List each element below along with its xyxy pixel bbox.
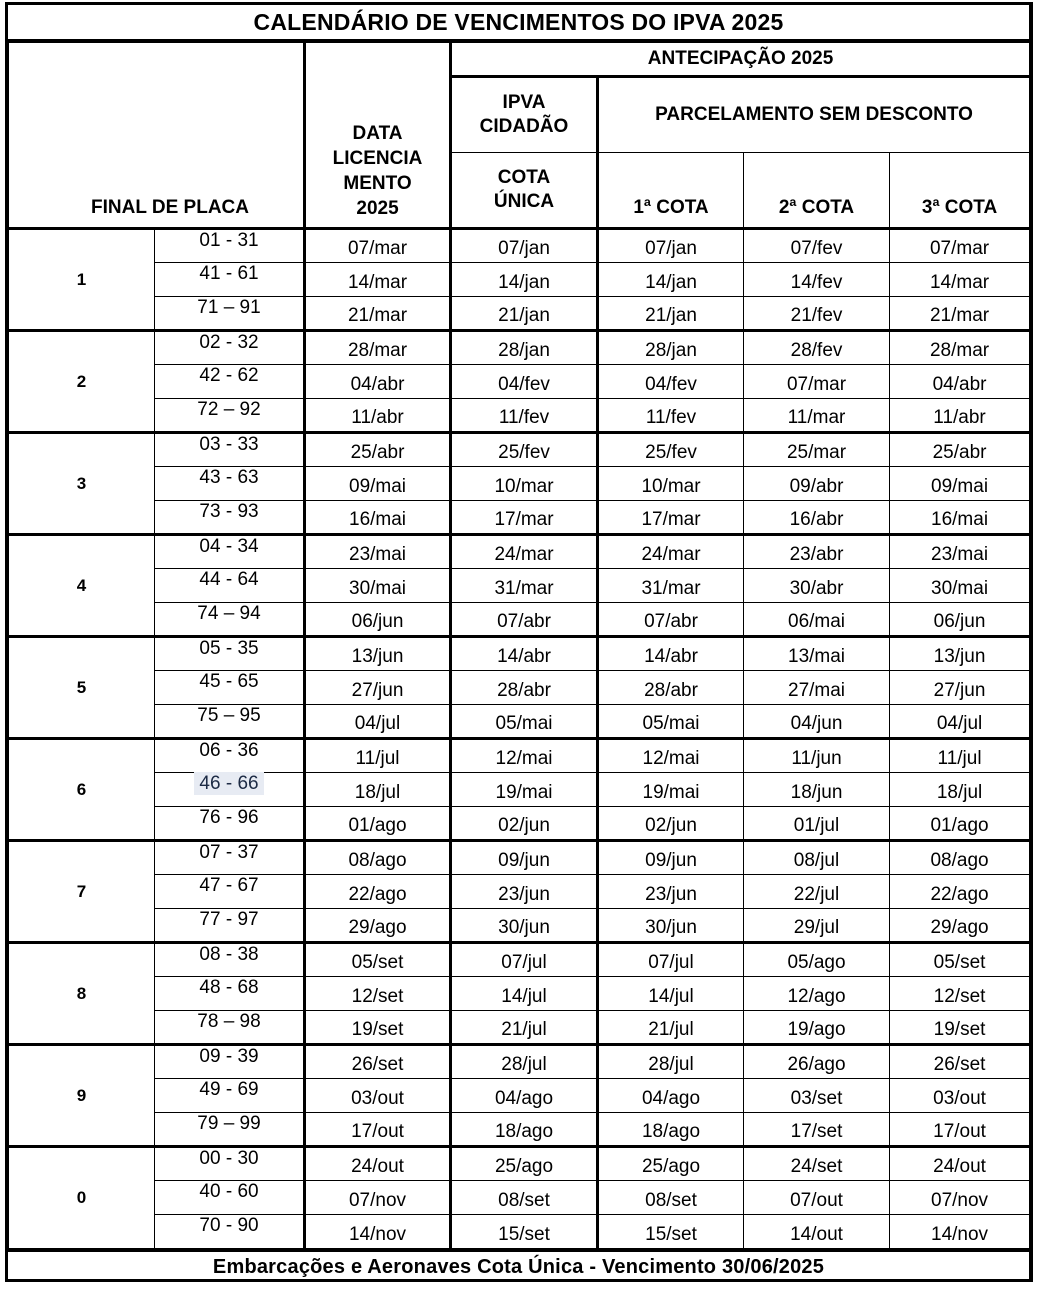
plate-range-cell: 49 - 69 bbox=[155, 1079, 305, 1113]
table-row bbox=[9, 807, 1030, 841]
licenciamento-date-cell: 14/nov bbox=[305, 1215, 451, 1249]
cota-3-date-cell: 08/ago bbox=[890, 841, 1030, 875]
table-row bbox=[9, 773, 1030, 807]
table-row bbox=[9, 399, 1030, 433]
cota-2-date-cell: 14/fev bbox=[744, 263, 890, 297]
licenciamento-date-cell: 07/nov bbox=[305, 1181, 451, 1215]
final-de-placa-digit: 8 bbox=[9, 943, 155, 1045]
licenciamento-date-cell: 04/jul bbox=[305, 705, 451, 739]
licenciamento-date-cell: 07/mar bbox=[305, 229, 451, 263]
cota-2-date-cell: 08/jul bbox=[744, 841, 890, 875]
table-row bbox=[9, 705, 1030, 739]
cota-3-date-cell: 14/nov bbox=[890, 1215, 1030, 1249]
cota-1-date-cell: 05/mai bbox=[598, 705, 744, 739]
cota-2-date-cell: 25/mar bbox=[744, 433, 890, 467]
cota-unica-date-cell: 19/mai bbox=[451, 773, 598, 807]
cota-1-date-cell: 24/mar bbox=[598, 535, 744, 569]
cota-unica-date-cell: 18/ago bbox=[451, 1113, 598, 1147]
cota-unica-date-cell: 04/fev bbox=[451, 365, 598, 399]
cota-1-date-cell: 17/mar bbox=[598, 501, 744, 535]
cota-2-date-cell: 29/jul bbox=[744, 909, 890, 943]
cota-1-date-cell: 15/set bbox=[598, 1215, 744, 1249]
cota-2-date-cell: 18/jun bbox=[744, 773, 890, 807]
table-row bbox=[9, 637, 1030, 671]
cota-2-date-cell: 14/out bbox=[744, 1215, 890, 1249]
licenciamento-date-cell: 11/jul bbox=[305, 739, 451, 773]
cota-1-date-cell: 07/jul bbox=[598, 943, 744, 977]
cota-3-date-cell: 21/mar bbox=[890, 297, 1030, 331]
cota-3-date-cell: 17/out bbox=[890, 1113, 1030, 1147]
cota-unica-date-cell: 07/jan bbox=[451, 229, 598, 263]
final-de-placa-digit: 4 bbox=[9, 535, 155, 637]
table-row bbox=[9, 331, 1030, 365]
cota-unica-date-cell: 28/jan bbox=[451, 331, 598, 365]
cota-2-date-cell: 16/abr bbox=[744, 501, 890, 535]
table-row bbox=[9, 433, 1030, 467]
licenciamento-date-cell: 09/mai bbox=[305, 467, 451, 501]
cota-2-date-cell: 06/mai bbox=[744, 603, 890, 637]
table-row bbox=[9, 297, 1030, 331]
cota-2-date-cell: 13/mai bbox=[744, 637, 890, 671]
cota-3-date-cell: 16/mai bbox=[890, 501, 1030, 535]
table-row bbox=[9, 909, 1030, 943]
cota-1-date-cell: 14/abr bbox=[598, 637, 744, 671]
licenciamento-date-cell: 13/jun bbox=[305, 637, 451, 671]
table-row bbox=[9, 365, 1030, 399]
licenciamento-date-cell: 29/ago bbox=[305, 909, 451, 943]
licenciamento-date-cell: 14/mar bbox=[305, 263, 451, 297]
ipva-cidadao-header bbox=[451, 77, 598, 153]
table-row bbox=[9, 263, 1030, 297]
cota-1-date-cell: 10/mar bbox=[598, 467, 744, 501]
cota-1-date-cell: 21/jul bbox=[598, 1011, 744, 1045]
cota-unica-date-cell: 17/mar bbox=[451, 501, 598, 535]
cota-1-date-cell: 18/ago bbox=[598, 1113, 744, 1147]
table-row bbox=[9, 977, 1030, 1011]
cota-2-date-cell: 11/jun bbox=[744, 739, 890, 773]
cota-1-date-cell: 28/abr bbox=[598, 671, 744, 705]
table-row bbox=[9, 1147, 1030, 1181]
cota-2-date-cell: 22/jul bbox=[744, 875, 890, 909]
plate-range-cell: 74 – 94 bbox=[155, 603, 305, 637]
cota-2-date-cell: 04/jun bbox=[744, 705, 890, 739]
cota-3-date-cell: 26/set bbox=[890, 1045, 1030, 1079]
licenciamento-date-cell: 21/mar bbox=[305, 297, 451, 331]
cota-unica-date-cell: 24/mar bbox=[451, 535, 598, 569]
cota-1-date-cell: 09/jun bbox=[598, 841, 744, 875]
cota-2-date-cell: 05/ago bbox=[744, 943, 890, 977]
table-row bbox=[9, 1011, 1030, 1045]
cota-unica-date-cell: 25/ago bbox=[451, 1147, 598, 1181]
plate-range-cell: 44 - 64 bbox=[155, 569, 305, 603]
licenciamento-date-cell: 30/mai bbox=[305, 569, 451, 603]
table-row bbox=[9, 1079, 1030, 1113]
table-row bbox=[9, 1045, 1030, 1079]
cota-unica-date-cell: 28/abr bbox=[451, 671, 598, 705]
cota-2-date-cell: 09/abr bbox=[744, 467, 890, 501]
cota-3-date-cell: 19/set bbox=[890, 1011, 1030, 1045]
cota-unica-date-cell: 14/jul bbox=[451, 977, 598, 1011]
cota-3-date-cell: 11/jul bbox=[890, 739, 1030, 773]
cota-2-date-cell: 07/mar bbox=[744, 365, 890, 399]
plate-range-cell: 73 - 93 bbox=[155, 501, 305, 535]
cota-3-date-cell: 23/mai bbox=[890, 535, 1030, 569]
plate-range-cell: 43 - 63 bbox=[155, 467, 305, 501]
table-row bbox=[9, 671, 1030, 705]
cota-3-date-cell: 09/mai bbox=[890, 467, 1030, 501]
cota-2-date-cell: 07/fev bbox=[744, 229, 890, 263]
licenciamento-date-cell: 25/abr bbox=[305, 433, 451, 467]
cota-1-date-cell: 04/ago bbox=[598, 1079, 744, 1113]
cota-unica-date-cell: 08/set bbox=[451, 1181, 598, 1215]
table-row bbox=[9, 569, 1030, 603]
cota-3-date-cell: 24/out bbox=[890, 1147, 1030, 1181]
cota-1-header: 1ª COTA bbox=[598, 153, 744, 229]
parcelamento-header: PARCELAMENTO SEM DESCONTO bbox=[598, 77, 1030, 153]
licenciamento-date-cell: 08/ago bbox=[305, 841, 451, 875]
table-row bbox=[9, 875, 1030, 909]
cota-1-date-cell: 14/jul bbox=[598, 977, 744, 1011]
cota-unica-date-cell: 25/fev bbox=[451, 433, 598, 467]
data-licenciamento-line-2: LICENCIA bbox=[332, 148, 423, 169]
cota-2-date-cell: 24/set bbox=[744, 1147, 890, 1181]
licenciamento-date-cell: 17/out bbox=[305, 1113, 451, 1147]
plate-range-cell: 02 - 32 bbox=[155, 331, 305, 365]
cota-2-date-cell: 21/fev bbox=[744, 297, 890, 331]
cota-unica-header bbox=[451, 153, 598, 229]
cota-1-date-cell: 02/jun bbox=[598, 807, 744, 841]
licenciamento-date-cell: 12/set bbox=[305, 977, 451, 1011]
data-licenciamento-line-1: DATA bbox=[352, 123, 403, 144]
plate-range-cell: 77 - 97 bbox=[155, 909, 305, 943]
plate-range-cell: 40 - 60 bbox=[155, 1181, 305, 1215]
final-de-placa-digit: 6 bbox=[9, 739, 155, 841]
plate-range-cell bbox=[155, 773, 305, 807]
cota-1-date-cell: 28/jan bbox=[598, 331, 744, 365]
plate-range-cell: 70 - 90 bbox=[155, 1215, 305, 1249]
cota-3-date-cell: 25/abr bbox=[890, 433, 1030, 467]
cota-1-date-cell: 19/mai bbox=[598, 773, 744, 807]
cota-unica-date-cell: 07/abr bbox=[451, 603, 598, 637]
cota-2-date-cell: 12/ago bbox=[744, 977, 890, 1011]
cota-3-date-cell: 28/mar bbox=[890, 331, 1030, 365]
cota-3-date-cell: 13/jun bbox=[890, 637, 1030, 671]
data-licenciamento-header bbox=[305, 43, 451, 229]
cota-3-date-cell: 04/abr bbox=[890, 365, 1030, 399]
cota-3-date-cell: 03/out bbox=[890, 1079, 1030, 1113]
licenciamento-date-cell: 01/ago bbox=[305, 807, 451, 841]
cota-3-date-cell: 04/jul bbox=[890, 705, 1030, 739]
licenciamento-date-cell: 06/jun bbox=[305, 603, 451, 637]
cota-1-date-cell: 14/jan bbox=[598, 263, 744, 297]
licenciamento-date-cell: 11/abr bbox=[305, 399, 451, 433]
plate-range-cell: 07 - 37 bbox=[155, 841, 305, 875]
cota-1-date-cell: 28/jul bbox=[598, 1045, 744, 1079]
calendar-table bbox=[8, 42, 1030, 1249]
cota-unica-date-cell: 09/jun bbox=[451, 841, 598, 875]
plate-range-cell: 47 - 67 bbox=[155, 875, 305, 909]
cota-2-date-cell: 30/abr bbox=[744, 569, 890, 603]
cota-unica-date-cell: 05/mai bbox=[451, 705, 598, 739]
plate-range-cell: 79 – 99 bbox=[155, 1113, 305, 1147]
cota-unica-date-cell: 07/jul bbox=[451, 943, 598, 977]
licenciamento-date-cell: 19/set bbox=[305, 1011, 451, 1045]
cota-2-date-cell: 27/mai bbox=[744, 671, 890, 705]
cota-2-date-cell: 07/out bbox=[744, 1181, 890, 1215]
final-de-placa-digit: 2 bbox=[9, 331, 155, 433]
footer-note: Embarcações e Aeronaves Cota Única - Vencimento 30/06/2025 bbox=[8, 1249, 1029, 1283]
plate-range-cell: 71 – 91 bbox=[155, 297, 305, 331]
plate-range-cell: 05 - 35 bbox=[155, 637, 305, 671]
cota-unica-date-cell: 31/mar bbox=[451, 569, 598, 603]
highlighted-plate-range: 46 - 66 bbox=[194, 772, 263, 795]
table-row bbox=[9, 739, 1030, 773]
cota-3-date-cell: 22/ago bbox=[890, 875, 1030, 909]
cota-1-date-cell: 12/mai bbox=[598, 739, 744, 773]
cota-3-date-cell: 07/nov bbox=[890, 1181, 1030, 1215]
cota-unica-date-cell: 11/fev bbox=[451, 399, 598, 433]
header-row-1 bbox=[9, 43, 1030, 77]
cota-3-date-cell: 06/jun bbox=[890, 603, 1030, 637]
cota-2-date-cell: 11/mar bbox=[744, 399, 890, 433]
plate-range-cell: 45 - 65 bbox=[155, 671, 305, 705]
data-licenciamento-line-4: 2025 bbox=[356, 198, 399, 219]
licenciamento-date-cell: 03/out bbox=[305, 1079, 451, 1113]
calendar-title: CALENDÁRIO DE VENCIMENTOS DO IPVA 2025 bbox=[8, 5, 1029, 42]
cota-1-date-cell: 25/ago bbox=[598, 1147, 744, 1181]
cota-unica-date-cell: 12/mai bbox=[451, 739, 598, 773]
licenciamento-date-cell: 24/out bbox=[305, 1147, 451, 1181]
table-row bbox=[9, 1215, 1030, 1249]
final-de-placa-digit: 5 bbox=[9, 637, 155, 739]
cota-3-header: 3ª COTA bbox=[890, 153, 1030, 229]
licenciamento-date-cell: 18/jul bbox=[305, 773, 451, 807]
table-row bbox=[9, 501, 1030, 535]
table-row bbox=[9, 841, 1030, 875]
cota-unica-date-cell: 21/jan bbox=[451, 297, 598, 331]
licenciamento-date-cell: 26/set bbox=[305, 1045, 451, 1079]
ipva-calendar-sheet bbox=[5, 2, 1033, 1282]
cota-1-date-cell: 08/set bbox=[598, 1181, 744, 1215]
cota-2-date-cell: 17/set bbox=[744, 1113, 890, 1147]
plate-range-cell: 03 - 33 bbox=[155, 433, 305, 467]
licenciamento-date-cell: 22/ago bbox=[305, 875, 451, 909]
final-de-placa-digit: 9 bbox=[9, 1045, 155, 1147]
cota-2-date-cell: 26/ago bbox=[744, 1045, 890, 1079]
table-row bbox=[9, 467, 1030, 501]
cota-unica-date-cell: 28/jul bbox=[451, 1045, 598, 1079]
licenciamento-date-cell: 28/mar bbox=[305, 331, 451, 365]
plate-range-cell: 00 - 30 bbox=[155, 1147, 305, 1181]
cota-3-date-cell: 01/ago bbox=[890, 807, 1030, 841]
cota-3-date-cell: 30/mai bbox=[890, 569, 1030, 603]
plate-range-cell: 72 – 92 bbox=[155, 399, 305, 433]
cota-3-date-cell: 18/jul bbox=[890, 773, 1030, 807]
cota-2-date-cell: 03/set bbox=[744, 1079, 890, 1113]
final-de-placa-header: FINAL DE PLACA bbox=[9, 43, 305, 229]
cota-2-date-cell: 01/jul bbox=[744, 807, 890, 841]
table-row bbox=[9, 603, 1030, 637]
cota-unica-date-cell: 14/jan bbox=[451, 263, 598, 297]
table-row bbox=[9, 1181, 1030, 1215]
cota-1-date-cell: 04/fev bbox=[598, 365, 744, 399]
cota-1-date-cell: 23/jun bbox=[598, 875, 744, 909]
data-licenciamento-line-3: MENTO bbox=[343, 173, 412, 194]
cota-unica-date-cell: 21/jul bbox=[451, 1011, 598, 1045]
antecipacao-header: ANTECIPAÇÃO 2025 bbox=[451, 43, 1030, 77]
plate-range-cell: 06 - 36 bbox=[155, 739, 305, 773]
cota-1-date-cell: 11/fev bbox=[598, 399, 744, 433]
table-row bbox=[9, 943, 1030, 977]
cota-2-header: 2ª COTA bbox=[744, 153, 890, 229]
ipva-cidadao-line-2: CIDADÃO bbox=[479, 116, 569, 137]
plate-range-cell: 42 - 62 bbox=[155, 365, 305, 399]
table-row bbox=[9, 1113, 1030, 1147]
final-de-placa-digit: 7 bbox=[9, 841, 155, 943]
licenciamento-date-cell: 16/mai bbox=[305, 501, 451, 535]
cota-unica-date-cell: 15/set bbox=[451, 1215, 598, 1249]
cota-2-date-cell: 23/abr bbox=[744, 535, 890, 569]
cota-1-date-cell: 07/abr bbox=[598, 603, 744, 637]
cota-unica-date-cell: 14/abr bbox=[451, 637, 598, 671]
cota-3-date-cell: 07/mar bbox=[890, 229, 1030, 263]
licenciamento-date-cell: 04/abr bbox=[305, 365, 451, 399]
cota-unica-date-cell: 30/jun bbox=[451, 909, 598, 943]
cota-unica-line-1: COTA bbox=[497, 167, 551, 188]
plate-range-cell: 04 - 34 bbox=[155, 535, 305, 569]
plate-range-cell: 09 - 39 bbox=[155, 1045, 305, 1079]
table-row bbox=[9, 535, 1030, 569]
cota-1-date-cell: 25/fev bbox=[598, 433, 744, 467]
plate-range-cell: 41 - 61 bbox=[155, 263, 305, 297]
cota-2-date-cell: 19/ago bbox=[744, 1011, 890, 1045]
cota-3-date-cell: 14/mar bbox=[890, 263, 1030, 297]
cota-unica-date-cell: 04/ago bbox=[451, 1079, 598, 1113]
plate-range-cell: 08 - 38 bbox=[155, 943, 305, 977]
plate-range-cell: 76 - 96 bbox=[155, 807, 305, 841]
cota-3-date-cell: 05/set bbox=[890, 943, 1030, 977]
table-row bbox=[9, 229, 1030, 263]
plate-range-cell: 48 - 68 bbox=[155, 977, 305, 1011]
final-de-placa-digit: 0 bbox=[9, 1147, 155, 1249]
plate-range-cell: 01 - 31 bbox=[155, 229, 305, 263]
cota-3-date-cell: 29/ago bbox=[890, 909, 1030, 943]
cota-3-date-cell: 12/set bbox=[890, 977, 1030, 1011]
final-de-placa-digit: 3 bbox=[9, 433, 155, 535]
cota-unica-date-cell: 23/jun bbox=[451, 875, 598, 909]
cota-unica-date-cell: 02/jun bbox=[451, 807, 598, 841]
cota-2-date-cell: 28/fev bbox=[744, 331, 890, 365]
cota-1-date-cell: 21/jan bbox=[598, 297, 744, 331]
cota-1-date-cell: 30/jun bbox=[598, 909, 744, 943]
cota-unica-line-2: ÚNICA bbox=[493, 191, 555, 212]
plate-range-cell: 78 – 98 bbox=[155, 1011, 305, 1045]
cota-unica-date-cell: 10/mar bbox=[451, 467, 598, 501]
licenciamento-date-cell: 23/mai bbox=[305, 535, 451, 569]
final-de-placa-digit: 1 bbox=[9, 229, 155, 331]
cota-1-date-cell: 31/mar bbox=[598, 569, 744, 603]
cota-3-date-cell: 11/abr bbox=[890, 399, 1030, 433]
ipva-cidadao-line-1: IPVA bbox=[502, 92, 546, 113]
licenciamento-date-cell: 05/set bbox=[305, 943, 451, 977]
licenciamento-date-cell: 27/jun bbox=[305, 671, 451, 705]
plate-range-cell: 75 – 95 bbox=[155, 705, 305, 739]
cota-1-date-cell: 07/jan bbox=[598, 229, 744, 263]
cota-3-date-cell: 27/jun bbox=[890, 671, 1030, 705]
